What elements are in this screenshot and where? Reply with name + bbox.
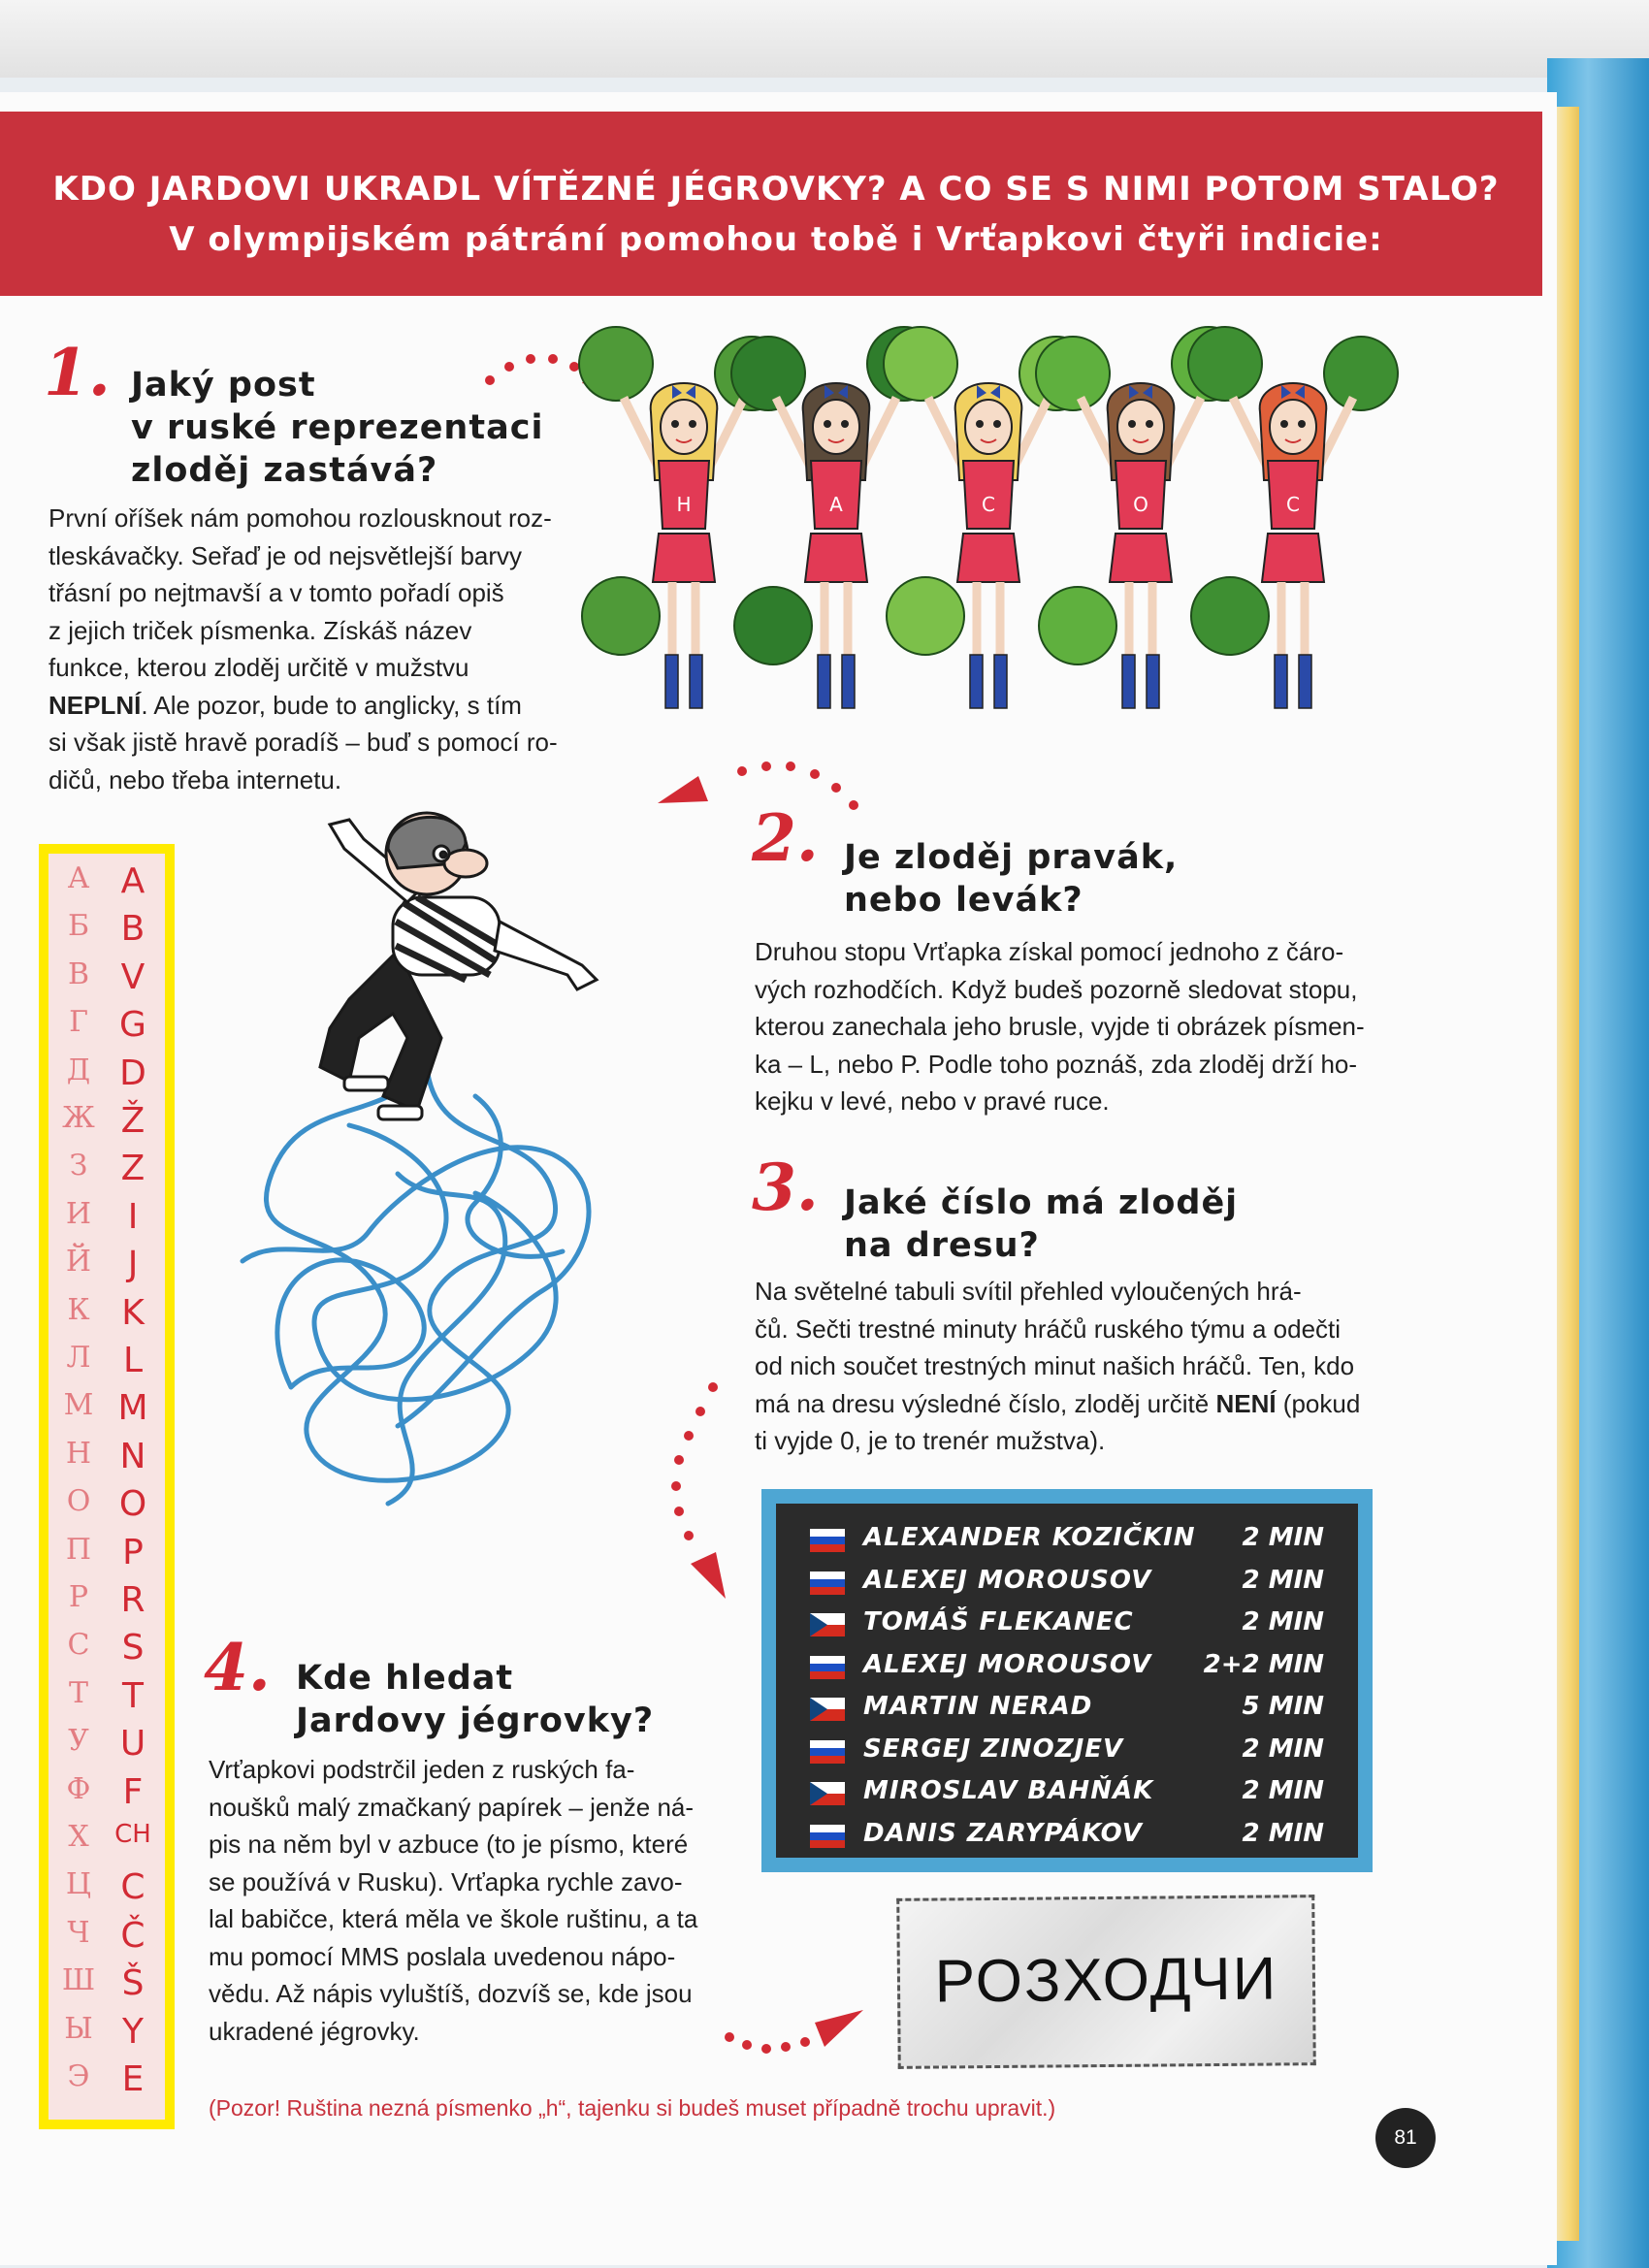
player-name: DANIS ZARYPÁKOV	[863, 1818, 1143, 1848]
cyrillic-letter: П	[65, 1532, 92, 1567]
cyrillic-message: РОЗХОДЧИ	[934, 1945, 1278, 2016]
scoreboard-row	[776, 1644, 1358, 1687]
clue1-line: dičů, nebo třeba internetu.	[48, 764, 342, 794]
latin-letter: C	[120, 1867, 146, 1908]
cyrillic-letter: О	[66, 1484, 91, 1519]
emphasis-neplni: NEPLNÍ	[48, 690, 142, 720]
clue1-heading-line: v ruské reprezentaci	[131, 408, 544, 447]
clue2-line: kejku v levé, nebo v pravé ruce.	[755, 1086, 1110, 1116]
clue3-line-end: (pokud	[1276, 1388, 1361, 1418]
alphabet-table	[39, 844, 175, 2129]
latin-letter: D	[119, 1053, 146, 1093]
alphabet-row	[48, 1580, 165, 1623]
latin-letter: K	[121, 1292, 145, 1333]
clue1-line: třásní po nejtmavší a v tomto pořadí opiš	[48, 578, 504, 607]
cyrillic-letter: З	[69, 1149, 88, 1183]
alphabet-row	[48, 1867, 165, 1910]
clue4-text	[209, 1751, 732, 2050]
cyrillic-letter: Ы	[64, 2011, 93, 2046]
cyrillic-letter: Э	[67, 2059, 90, 2093]
clue1-line: První oříšek nám pomohou rozlousknout roz-	[48, 503, 552, 533]
alphabet-row	[48, 1963, 165, 2006]
clue4-number: 4.	[204, 1630, 271, 1705]
clue2-line: ka – L, nebo P. Podle toho poznáš, zda zloděj drží ho-	[755, 1049, 1358, 1079]
clue3-heading-line: na dresu?	[844, 1226, 1040, 1265]
penalty-minutes: 2+2 MIN	[1203, 1649, 1324, 1679]
alphabet-row	[48, 1341, 165, 1383]
alphabet-row	[48, 2059, 165, 2102]
russia-flag-icon	[810, 1571, 845, 1595]
alphabet-row	[48, 1437, 165, 1479]
alphabet-row	[48, 909, 165, 952]
clue4-line: se používá v Rusku). Vrťapka rychle zavo-	[209, 1866, 683, 1896]
clue3-line	[755, 1385, 1424, 1423]
russia-flag-icon	[810, 1825, 845, 1848]
russia-flag-icon	[810, 1656, 845, 1679]
latin-letter: Ž	[120, 1101, 146, 1141]
latin-letter: A	[120, 861, 146, 901]
cyrillic-letter: Х	[68, 1820, 89, 1854]
cyrillic-letter: В	[67, 956, 90, 991]
scoreboard-row	[776, 1813, 1358, 1856]
cyrillic-letter: У	[68, 1724, 89, 1759]
latin-letter: I	[127, 1196, 139, 1237]
clue4-line: lal babičce, která měla ve škole ruštinu, a ta	[209, 1904, 698, 1933]
footnote: (Pozor! Ruština nezná písmenko „h“, tajenku si budeš muset případně trochu upravit.)	[209, 2095, 1056, 2121]
player-name: MIROSLAV BAHŇÁK	[863, 1776, 1154, 1805]
latin-letter: E	[121, 2059, 145, 2099]
latin-letter: P	[122, 1532, 144, 1572]
clue2-line: Druhou stopu Vrťapka získal pomocí jednoho z čáro-	[755, 937, 1344, 966]
clue2-heading-line: nebo levák?	[844, 881, 1083, 920]
alphabet-row	[48, 2012, 165, 2055]
clue3-text	[755, 1273, 1424, 1460]
alphabet-row	[48, 1197, 165, 1240]
alphabet-row	[48, 1005, 165, 1048]
clue4-heading-line: Jardovy jégrovky?	[296, 1701, 655, 1740]
clue3-heading-line: Jaké číslo má zloděj	[844, 1183, 1239, 1222]
alphabet-row	[48, 1533, 165, 1575]
cyrillic-letter: Л	[66, 1341, 91, 1375]
penalty-minutes: 2 MIN	[1242, 1565, 1324, 1595]
clue4-line: vědu. Až nápis vyluštíš, dozvíš se, kde jsou	[209, 1979, 693, 2008]
crumpled-note	[896, 1895, 1316, 2069]
czech-flag-icon	[810, 1782, 845, 1805]
scoreboard-row	[776, 1560, 1358, 1603]
banner-subtitle: V olympijském pátrání pomohou tobě i Vrťapkovi čtyři indicie:	[169, 220, 1383, 259]
latin-letter: M	[117, 1388, 148, 1429]
alphabet-row	[48, 1628, 165, 1670]
alphabet-row	[48, 1388, 165, 1431]
latin-letter: O	[118, 1484, 147, 1525]
shirt-letter: A	[829, 493, 843, 516]
shirt-letter: H	[676, 493, 692, 516]
clue1-line: funkce, kterou zloděj určitě v mužstvu	[48, 653, 469, 682]
latin-letter: Š	[121, 1963, 145, 2004]
cheerleaders-illustration	[592, 335, 1406, 742]
latin-letter: R	[120, 1580, 146, 1620]
latin-letter: Č	[120, 1915, 146, 1956]
penalty-minutes: 2 MIN	[1242, 1733, 1324, 1764]
cyrillic-letter: Ш	[61, 1963, 96, 1998]
latin-letter: V	[120, 956, 146, 997]
cyrillic-letter: А	[67, 861, 90, 895]
alphabet-row	[48, 1293, 165, 1336]
latin-letter: S	[121, 1628, 145, 1669]
shirt-letter: C	[1286, 493, 1300, 516]
clue2-line: vých rozhodčích. Když budeš pozorně sledovat stopu,	[755, 974, 1358, 1004]
clue1-number: 1.	[44, 335, 111, 410]
cyrillic-letter: Й	[65, 1245, 92, 1280]
scoreboard-row	[776, 1770, 1358, 1813]
clue1-line: tleskávačky. Seřaď je od nejsvětlejší barvy	[48, 540, 523, 570]
penalty-minutes: 2 MIN	[1242, 1607, 1324, 1636]
scoreboard-row	[776, 1602, 1358, 1644]
clue4-line: Vrťapkovi podstrčil jeden z ruských fa-	[209, 1755, 635, 1784]
clue4-line: mu pomocí MMS poslala uvedenou nápo-	[209, 1941, 676, 1971]
latin-letter: U	[119, 1724, 146, 1765]
cyrillic-letter: Б	[67, 909, 90, 944]
referee	[320, 813, 597, 1119]
cyrillic-letter: Н	[65, 1436, 92, 1471]
cyrillic-letter: Г	[69, 1005, 88, 1040]
alphabet-row	[48, 1772, 165, 1815]
player-name: ALEXEJ MOROUSOV	[863, 1649, 1152, 1679]
alphabet-row	[48, 1820, 165, 1863]
latin-letter: Z	[120, 1149, 146, 1189]
clue2-heading	[844, 836, 1178, 922]
banner-title: KDO JARDOVI UKRADL VÍTĚZNÉ JÉGROVKY? A CO SE S NIMI POTOM STALO?	[52, 170, 1500, 209]
alphabet-row	[48, 1676, 165, 1719]
alphabet-row	[48, 1916, 165, 1959]
clue3-line-start: má na dresu výsledné číslo, zloděj určitě	[755, 1388, 1216, 1418]
penalty-minutes: 5 MIN	[1242, 1692, 1324, 1721]
alphabet-row	[48, 1245, 165, 1287]
emphasis-neni: NENÍ	[1215, 1388, 1277, 1418]
clue1-line-rest: . Ale pozor, bude to anglicky, s tím	[141, 690, 522, 720]
cyrillic-letter: Д	[66, 1053, 91, 1087]
scoreboard-row	[776, 1729, 1358, 1771]
clue2-text	[755, 933, 1424, 1120]
scoreboard-row	[776, 1686, 1358, 1729]
clue3-line: od nich součet trestných minut našich hráčů. Ten, kdo	[755, 1351, 1355, 1380]
clue2-heading-line: Je zloděj pravák,	[844, 838, 1179, 877]
clue4-heading-line: Kde hledat	[296, 1659, 514, 1698]
cyrillic-letter: К	[67, 1292, 90, 1327]
cyrillic-letter: И	[65, 1196, 92, 1231]
alphabet-table-inner	[48, 854, 165, 2120]
clue4-heading	[296, 1657, 654, 1742]
penalty-minutes: 2 MIN	[1242, 1523, 1324, 1552]
clue4-line: noušků malý zmačkaný papírek – jenže ná-	[209, 1792, 695, 1822]
czech-flag-icon	[810, 1698, 845, 1721]
latin-letter: N	[119, 1436, 146, 1476]
alphabet-row	[48, 1149, 165, 1191]
cheerleader	[1188, 327, 1398, 708]
latin-letter: G	[119, 1005, 146, 1046]
skate-trail	[242, 1067, 589, 1504]
clue3-line: ti vyjde 0, je to trenér mužstva).	[755, 1426, 1106, 1455]
player-name: ALEXEJ MOROUSOV	[863, 1565, 1152, 1595]
penalty-scoreboard	[761, 1489, 1373, 1872]
latin-letter: L	[122, 1341, 144, 1380]
player-name: SERGEJ ZINOZJEV	[863, 1733, 1124, 1764]
cyrillic-letter: Ч	[67, 1915, 90, 1950]
scoreboard-row	[776, 1517, 1358, 1560]
alphabet-row	[48, 1053, 165, 1096]
clue1-heading-line: Jaký post	[131, 366, 316, 405]
player-name: TOMÁŠ FLEKANEC	[863, 1607, 1134, 1636]
cyrillic-letter: Р	[68, 1580, 89, 1614]
clue2-number: 2.	[752, 800, 819, 876]
page-number: 81	[1375, 2108, 1436, 2168]
alphabet-row	[48, 957, 165, 1000]
clue4-line: pis na něm byl v azbuce (to je písmo, které	[209, 1830, 689, 1859]
cyrillic-letter: Ф	[66, 1771, 91, 1806]
clue2-line: kterou zanechala jeho brusle, vyjde ti obrázek písmen-	[755, 1012, 1365, 1041]
player-name: ALEXANDER KOZIČKIN	[863, 1523, 1196, 1552]
russia-flag-icon	[810, 1529, 845, 1552]
latin-letter: B	[120, 909, 146, 950]
alphabet-row	[48, 1101, 165, 1144]
latin-letter: CH	[114, 1820, 151, 1849]
cyrillic-letter: М	[63, 1388, 94, 1423]
scoreboard-panel	[776, 1504, 1358, 1858]
alphabet-row	[48, 1724, 165, 1766]
alphabet-row	[48, 1484, 165, 1527]
cyrillic-letter: Ц	[65, 1867, 92, 1902]
clue3-number: 3.	[752, 1150, 819, 1225]
referee-illustration	[184, 805, 728, 1571]
clue3-line: čů. Sečti trestné minuty hráčů ruského týmu a odečti	[755, 1313, 1342, 1344]
clue4-line: ukradené jégrovky.	[209, 2016, 420, 2046]
latin-letter: J	[127, 1245, 139, 1285]
player-name: MARTIN NERAD	[863, 1692, 1093, 1721]
clue1-line: si však jistě hravě poradíš – buď s pomocí ro-	[48, 728, 558, 757]
penalty-minutes: 2 MIN	[1242, 1776, 1324, 1805]
latin-letter: Y	[122, 2011, 144, 2052]
cyrillic-letter: Ж	[62, 1101, 95, 1135]
shirt-letter: C	[982, 493, 995, 516]
russia-flag-icon	[810, 1740, 845, 1764]
clue3-line: Na světelné tabuli svítil přehled vyloučených hrá-	[755, 1277, 1302, 1306]
latin-letter: F	[122, 1771, 144, 1812]
cyrillic-letter: С	[67, 1628, 90, 1663]
cyrillic-letter: Т	[68, 1675, 88, 1710]
clue3-heading	[844, 1182, 1238, 1267]
latin-letter: T	[122, 1675, 144, 1716]
shirt-letter: O	[1133, 493, 1148, 516]
alphabet-row	[48, 861, 165, 904]
penalty-minutes: 2 MIN	[1242, 1818, 1324, 1848]
clue1-heading-line: zloděj zastává?	[131, 451, 438, 490]
czech-flag-icon	[810, 1613, 845, 1636]
clue1-line: z jejich triček písmenka. Získáš název	[48, 615, 472, 645]
